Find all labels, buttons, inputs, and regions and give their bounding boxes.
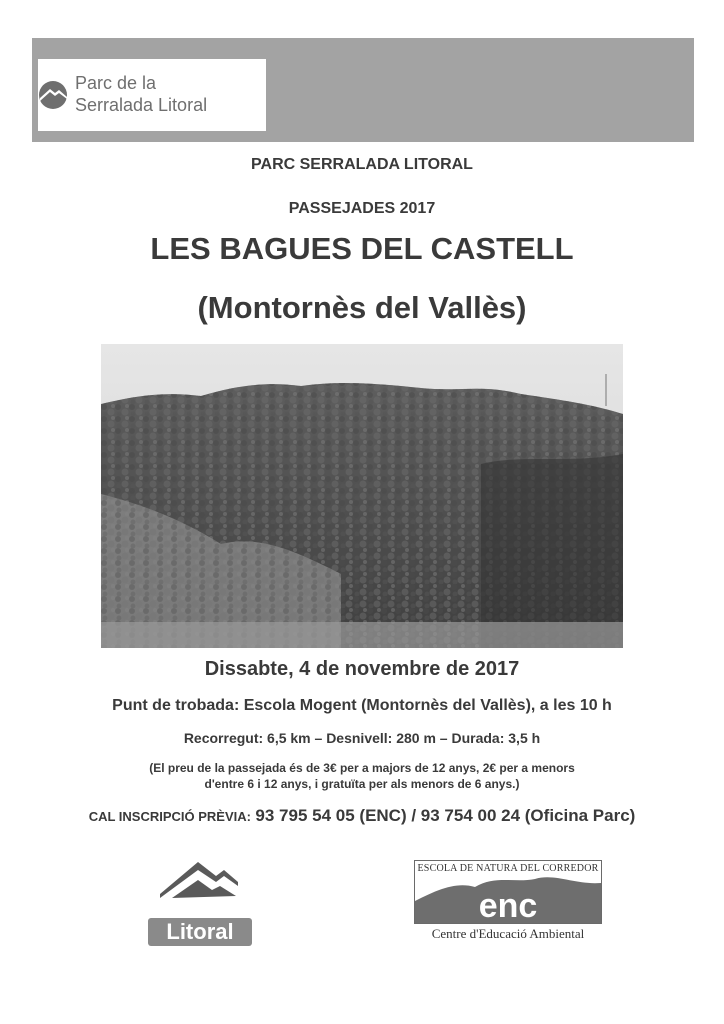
park-mountain-icon — [38, 80, 68, 110]
park-logo-text — [75, 72, 207, 116]
registration-line — [0, 806, 724, 826]
event-date: Dissabte, 4 de novembre de 2017 — [204, 658, 520, 680]
price-note-line-2: d'entre 6 i 12 anys, i gratuïta per als menors de 6 anys.) — [204, 777, 520, 791]
enc-caption-top: ESCOLA DE NATURA DEL CORREDOR — [417, 863, 599, 874]
litoral-logo-badge: Litoral — [148, 918, 252, 946]
enc-logo — [414, 860, 602, 944]
price-note-line-1: (El preu de la passejada és de 3€ per a majors de 12 anys, 2€ per a menors — [149, 761, 575, 775]
event-subtitle: (Montornès del Vallès) — [197, 290, 527, 325]
series-heading: PASSEJADES 2017 — [288, 200, 436, 217]
enc-caption-bottom: Centre d'Educació Ambiental — [431, 926, 585, 941]
price-note — [0, 760, 724, 792]
meeting-point: Punt de trobada: Escola Mogent (Montornès del Vallès), a les 10 h — [112, 697, 612, 714]
event-title: LES BAGUES DEL CASTELL — [150, 231, 574, 266]
park-logo-line-2: Serralada Litoral — [75, 95, 208, 115]
landscape-photo — [101, 344, 623, 648]
park-logo-line-1: Parc de la — [75, 73, 157, 93]
route-details: Recorregut: 6,5 km – Desnivell: 280 m – Durada: 3,5 h — [183, 730, 541, 746]
litoral-mountain-icon — [158, 858, 240, 904]
organization-heading: PARC SERRALADA LITORAL — [251, 156, 473, 173]
registration-phones: 93 795 54 05 (ENC) / 93 754 00 24 (Oficina Parc) — [255, 806, 636, 825]
registration-label: CAL INSCRIPCIÓ PRÈVIA: — [88, 809, 251, 824]
enc-logo-frame — [414, 860, 602, 924]
enc-wordmark: enc — [478, 887, 538, 924]
